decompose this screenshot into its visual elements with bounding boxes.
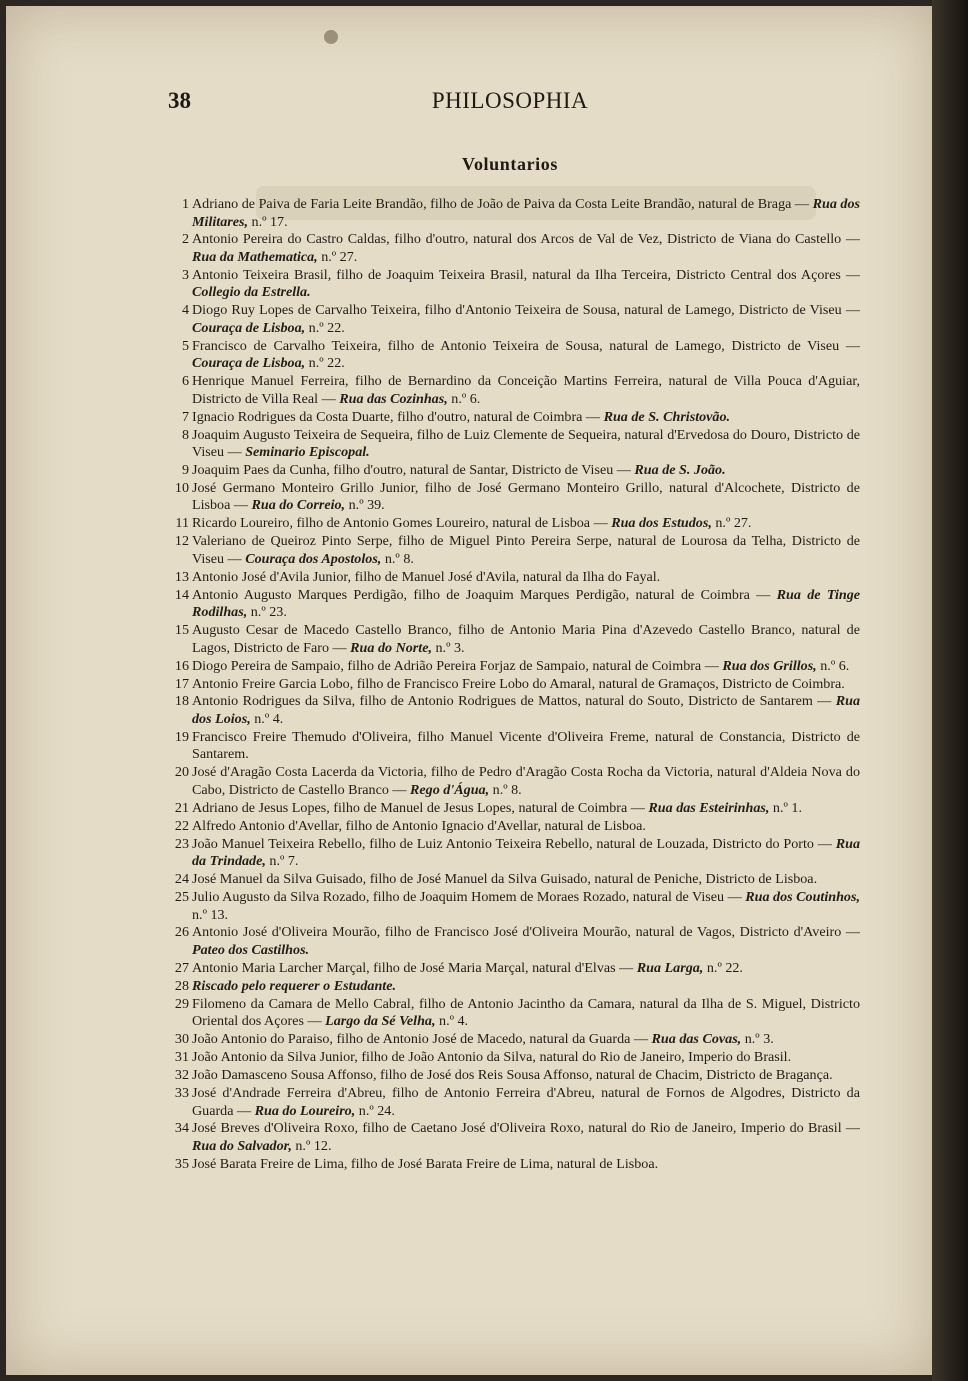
entry-house-number: n.º 12. [291,1137,332,1154]
entry-number: 33 [174,1085,189,1101]
entry-number: 7 [181,408,189,425]
entry-text [192,996,860,1031]
entry-text [192,302,860,337]
entry-house-number: n.º 22. [305,355,345,372]
list-item [164,462,860,480]
list-item [164,427,860,462]
entry-address: Rua do Correio, [251,497,346,514]
entry-address: Rua de S. Christovão. [603,408,731,425]
entry-address: Rua da Mathematica, [192,248,318,265]
entry-address: Rua dos Estudos, [611,515,712,532]
entry-text [192,676,860,694]
entry-description: Adriano de Jesus Lopes, filho de Manuel de Jesus Lopes, natural de Coimbra — [192,799,649,816]
entry-number: 8 [181,426,189,443]
entry-text [192,196,860,231]
entry-description: Diogo Pereira de Sampaio, filho de Adrião Pereira Forjaz de Sampaio, natural de Coimbra — [192,657,723,674]
list-item [164,764,860,799]
entry-house-number: n.º 6. [447,390,481,407]
entry-text [192,658,860,676]
book-spine [932,0,968,1381]
list-item [164,587,860,622]
section-title: Voluntarios [462,154,558,174]
entry-description: José Breves d'Oliveira Roxo, filho de Caetano José d'Oliveira Roxo, natural do Rio de Janeiro, Imperio do Brasil — [192,1120,860,1137]
entry-number: 4 [181,302,189,319]
entry-house-number: n.º 27. [711,515,752,532]
entry-note: Riscado pelo requerer o Estudante. [192,977,396,994]
list-item [164,1085,860,1120]
entry-number: 14 [174,586,189,603]
entry-text [192,693,860,728]
entry-house-number: n.º 27. [317,248,358,265]
list-item [164,622,860,657]
entry-address: Rua do Norte, [350,639,432,656]
entry-text [192,818,860,836]
entry-number: 21 [174,799,189,816]
entry-address: Rua das Esteirinhas, [648,799,770,816]
entry-number: 3 [181,266,189,283]
list-item [164,1049,860,1067]
entry-description: Diogo Ruy Lopes de Carvalho Teixeira, filho d'Antonio Teixeira de Sousa, natural de Lamego, Districto de Viseu — [192,302,860,319]
entry-house-number: n.º 23. [247,604,287,621]
entry-house-number: n.º 3. [741,1031,774,1048]
entry-number: 16 [174,657,189,674]
student-list [164,196,860,1174]
entry-description: João Antonio do Paraiso, filho de Antonio José de Macedo, natural da Guarda — [192,1031,652,1048]
entry-house-number: n.º 1. [769,799,802,816]
entry-number: 1 [181,196,189,212]
entry-house-number: n.º 7. [265,853,299,870]
entry-number: 17 [174,675,189,692]
entry-address: Couraça de Lisboa, [192,319,306,336]
entry-text [192,764,860,799]
entry-address: Rua das Covas, [651,1031,742,1048]
entry-address: Rua da Trindade, [192,835,860,870]
entry-house-number: n.º 4. [435,1013,469,1030]
entry-text [192,729,860,764]
entry-description: Francisco Freire Themudo d'Oliveira, filho Manuel Vicente d'Oliveira Freme, natural de Constancia, Districto de Santarem. [192,728,860,763]
entry-description: Francisco de Carvalho Teixeira, filho de Antonio Teixeira de Sousa, natural de Lamego, Districto de Viseu — [192,337,860,354]
entry-number: 31 [174,1049,189,1066]
entry-address: Rua do Loureiro, [254,1102,356,1119]
entry-text [192,462,860,480]
entry-address: Couraça de Lisboa, [192,355,306,372]
list-item [164,302,860,337]
entry-text [192,836,860,871]
entry-description: José Germano Monteiro Grillo Junior, filho de José Germano Monteiro Grillo, natural d'Alcochete, Districto de Lisboa — [192,479,860,514]
list-item [164,871,860,889]
entry-address: Couraça dos Apostolos, [245,550,382,567]
entry-house-number: n.º 17. [248,213,288,230]
entry-address: Rua dos Grillos, [722,657,817,674]
entry-number: 34 [174,1120,189,1137]
entry-house-number: n.º 4. [250,710,284,727]
entry-description: Antonio Rodrigues da Silva, filho de Antonio Rodrigues de Mattos, natural do Souto, Districto de Santarem — [192,693,836,710]
list-item [164,338,860,373]
list-item [164,1067,860,1085]
entry-number: 11 [175,515,189,532]
entry-text [192,569,860,587]
entry-number: 10 [174,479,189,496]
entry-description: Alfredo Antonio d'Avellar, filho de Antonio Ignacio d'Avellar, natural de Lisboa. [192,817,646,834]
entry-number: 20 [174,764,189,781]
entry-description: Joaquim Augusto Teixeira de Sequeira, filho de Luiz Clemente de Sequeira, natural d'Ervedosa do Douro, Districto de Viseu — [192,426,860,461]
list-item [164,1031,860,1049]
entry-description: Antonio José d'Oliveira Mourão, filho de Francisco José d'Oliveira Mourão, natural de Vagos, Districto d'Aveiro — [192,924,860,941]
list-item [164,889,860,924]
entry-description: Ignacio Rodrigues da Costa Duarte, filho d'outro, natural de Coimbra — [192,408,604,425]
entry-address: Seminario Episcopal. [245,444,370,461]
running-title: PHILOSOPHIA [431,88,589,113]
entry-address: Largo da Sé Velha, [325,1013,436,1030]
entry-text [192,338,860,373]
entry-text [192,533,860,568]
entry-description: Valeriano de Queiroz Pinto Serpe, filho de Miguel Pinto Pereira Serpe, natural de Lourosa da Telha, Districto de Viseu — [192,533,860,567]
entry-description: Antonio Teixeira Brasil, filho de Joaquim Teixeira Brasil, natural da Ilha Terceira, Districto Central dos Açores — [192,266,860,283]
entry-address: Collegio da Estrella. [192,284,311,301]
page-header [164,88,856,120]
entry-description: Adriano de Paiva de Faria Leite Brandão, filho de João de Paiva da Costa Leite Brandão, natural de Braga — [192,196,813,212]
entry-number: 23 [174,835,189,852]
entry-description: João Antonio da Silva Junior, filho de João Antonio da Silva, natural do Rio de Janeiro, Imperio do Brasil. [192,1049,792,1066]
entry-number: 5 [181,337,189,354]
entry-description: José Manuel da Silva Guisado, filho de José Manuel da Silva Guisado, natural de Peniche, Districto de Lisboa. [192,871,818,888]
entry-number: 15 [174,622,189,639]
entry-text [192,427,860,462]
entry-text [192,231,860,266]
entry-description: Henrique Manuel Ferreira, filho de Bernardino da Conceição Martins Ferreira, natural de Villa Pouca d'Aguiar, Districto de Villa Real — [192,373,860,407]
list-item [164,196,860,231]
list-item [164,533,860,568]
entry-text [192,480,860,515]
list-item [164,676,860,694]
entry-description: Antonio Maria Larcher Marçal, filho de José Maria Marçal, natural d'Elvas — [192,959,637,976]
entry-description: Joaquim Paes da Cunha, filho d'outro, natural de Santar, Districto de Viseu — [192,462,635,478]
entry-number: 19 [174,728,189,745]
entry-house-number: n.º 8. [381,550,414,567]
entry-address: Rua de Tinge Rodilhas, [192,586,860,621]
entry-text [192,1049,860,1067]
entry-number: 18 [174,693,189,710]
entry-number: 13 [174,568,189,585]
entry-number: 22 [174,817,189,834]
entry-address: Rua dos Coutinhos, [745,889,860,905]
entry-description: João Manuel Teixeira Rebello, filho de Luiz Antonio Teixeira Rebello, natural de Louzada, Districto do Porto — [192,835,836,852]
entry-address: Rua de S. João. [634,462,726,478]
entry-house-number: n.º 39. [345,497,385,514]
list-item [164,924,860,959]
entry-number: 29 [174,995,189,1012]
entry-address: Rua Larga, [636,959,704,976]
entry-description: João Damasceno Sousa Affonso, filho de José dos Reis Sousa Affonso, natural de Chacim, Districto de Bragança. [192,1067,833,1084]
list-item [164,1156,860,1174]
entry-text [192,978,860,996]
entry-address: Rua do Salvador, [192,1137,292,1154]
entry-description: Antonio José d'Avila Junior, filho de Manuel José d'Avila, natural da Ilha do Fayal. [192,568,661,585]
entry-number: 6 [181,373,189,390]
entry-text [192,587,860,622]
list-item [164,373,860,408]
entry-address: Rua dos Militares, [192,196,860,230]
list-item [164,658,860,676]
entry-number: 26 [174,924,189,941]
entry-number: 27 [174,959,189,976]
entry-text [192,924,860,959]
entry-number: 2 [181,231,189,248]
list-item [164,978,860,996]
entry-text [192,1067,860,1085]
entry-description: José d'Andrade Ferreira d'Abreu, filho de Antonio Ferreira d'Abreu, natural de Fornos de Algodres, Districto da Guarda — [192,1085,860,1119]
entry-text [192,1156,860,1174]
entry-house-number: n.º 6. [816,657,850,674]
list-item [164,231,860,266]
entry-description: Augusto Cesar de Macedo Castello Branco, filho de Antonio Maria Pina d'Azevedo Castello Branco, natural de Lagos, Districto de Faro — [192,622,860,656]
list-item [164,693,860,728]
entry-number: 30 [174,1031,189,1048]
entry-text [192,373,860,408]
entry-text [192,960,860,978]
entry-text [192,889,860,924]
entry-text [192,1085,860,1120]
entry-description: Antonio Pereira do Castro Caldas, filho d'outro, natural dos Arcos de Val de Vez, Districto de Viana do Castello — [192,231,860,248]
entry-text [192,515,860,533]
entry-house-number: n.º 13. [192,906,229,923]
entry-description: José Barata Freire de Lima, filho de José Barata Freire de Lima, natural de Lisboa. [192,1155,659,1172]
entry-text [192,622,860,657]
entry-description: Antonio Augusto Marques Perdigão, filho de Joaquim Marques Perdigão, natural de Coimbra — [192,586,777,603]
list-item [164,569,860,587]
entry-number: 35 [174,1155,189,1172]
entry-number: 9 [181,462,189,478]
list-item [164,515,860,533]
entry-text [192,409,860,427]
entry-number: 28 [174,977,189,994]
entry-house-number: n.º 22. [703,959,743,976]
list-item [164,960,860,978]
entry-address: Pateo dos Castilhos. [192,941,310,958]
entry-description: Filomeno da Camara de Mello Cabral, filho de Antonio Jacintho da Camara, natural da Ilha de S. Miguel, Districto Oriental dos Açores — [192,995,860,1030]
page-number: 38 [168,88,191,113]
entry-number: 12 [174,533,189,550]
list-item [164,480,860,515]
entry-number: 25 [174,889,189,905]
entry-number: 32 [174,1067,189,1084]
entry-address: Rua das Cozinhas, [339,390,448,407]
entry-description: Antonio Freire Garcia Lobo, filho de Francisco Freire Lobo do Amaral, natural de Gramaços, Districto de Coimbra. [192,675,845,692]
list-item [164,1120,860,1155]
entry-text [192,267,860,302]
entry-house-number: n.º 22. [305,319,345,336]
entry-address: Rego d'Água, [410,781,490,798]
list-item [164,800,860,818]
entry-number: 24 [174,871,189,888]
entry-description: José d'Aragão Costa Lacerda da Victoria, filho de Pedro d'Aragão Costa Rocha da Victoria, natural d'Aldeia Nova do Cabo, Districto de Castello Branco — [192,764,860,798]
list-item [164,267,860,302]
list-item [164,818,860,836]
entry-text [192,1120,860,1155]
list-item [164,409,860,427]
entry-house-number: n.º 24. [355,1102,395,1119]
entry-house-number: n.º 8. [489,781,522,798]
entry-description: Ricardo Loureiro, filho de Antonio Gomes Loureiro, natural de Lisboa — [192,515,612,532]
entry-address: Rua dos Loios, [192,693,860,727]
entry-house-number: n.º 3. [431,639,465,656]
ink-smudge [324,30,338,44]
list-item [164,996,860,1031]
entry-text [192,1031,860,1049]
list-item [164,729,860,764]
list-item [164,836,860,871]
entry-text [192,800,860,818]
entry-text [192,871,860,889]
entry-description: Julio Augusto da Silva Rozado, filho de Joaquim Homem de Moraes Rozado, natural de Viseu — [192,889,746,905]
